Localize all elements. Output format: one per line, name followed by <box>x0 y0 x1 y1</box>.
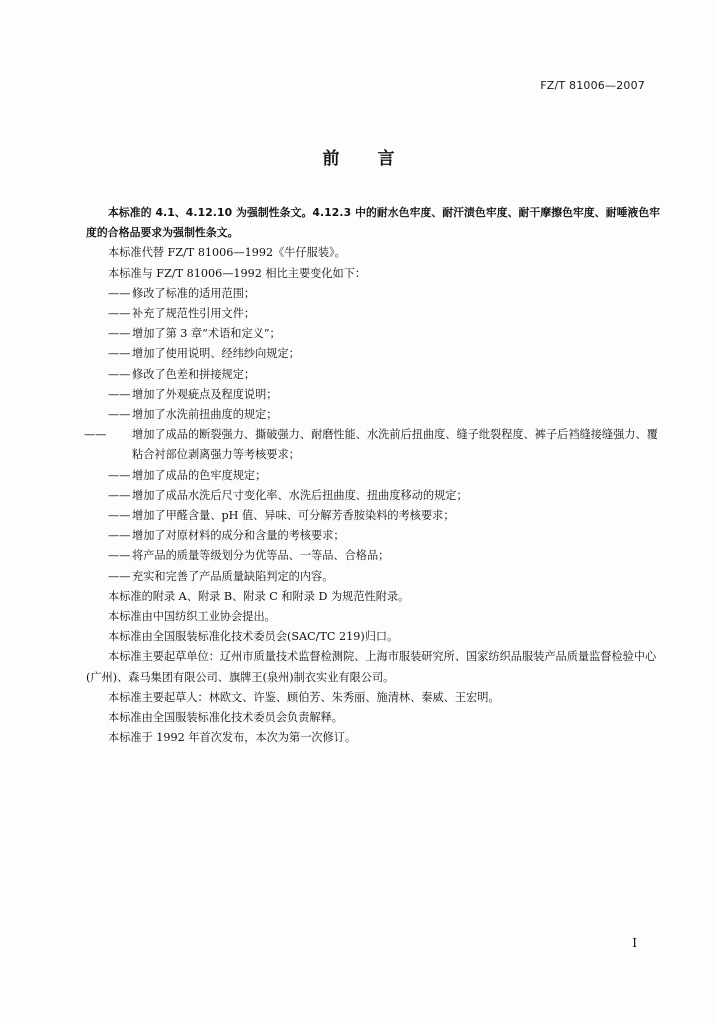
replaces-paragraph: 本标准代替 FZ/T 81006—1992《牛仔服装》。 <box>108 246 346 260</box>
list-item <box>86 365 661 385</box>
document-body <box>86 203 661 748</box>
list-item <box>86 405 661 425</box>
drafters-paragraph: 本标准主要起草人：林欧文、许鉴、顾伯芳、朱秀丽、施清林、秦威、王宏明。 <box>108 690 500 704</box>
dash-marker: —— <box>108 327 131 341</box>
list-item-text: 增加了成品水洗后尺寸变化率、水洗后扭曲度、扭曲度移动的规定； <box>132 488 468 502</box>
dash-marker: —— <box>108 367 131 381</box>
dash-marker: —— <box>108 347 131 361</box>
list-item <box>86 284 661 304</box>
dash-marker: —— <box>108 549 131 563</box>
list-item <box>86 486 661 506</box>
dash-marker: —— <box>108 468 131 482</box>
dash-marker: —— <box>108 387 131 401</box>
list-item <box>86 304 661 324</box>
list-item <box>86 567 661 587</box>
dash-marker: —— <box>108 286 131 300</box>
dash-marker: —— <box>108 307 131 321</box>
list-item-text: 增加了甲醛含量、pH 值、异味、可分解芳香胺染料的考核要求； <box>132 509 455 523</box>
dash-marker: —— <box>108 529 131 543</box>
dash-marker: —— <box>108 408 131 422</box>
list-item <box>86 425 661 465</box>
dash-marker: —— <box>84 428 107 442</box>
list-item-text: 修改了标准的适用范围； <box>132 286 256 300</box>
drafting-units-paragraph: 本标准主要起草单位：辽州市质量技术监督检测院、上海市服装研究所、国家纺织品服装产品质量监督检验中心(广州)、森马集团有限公司、旗牌王(泉州)制衣实业有限公司。 <box>86 650 657 684</box>
interpretation-paragraph: 本标准由全国服装标准化技术委员会负责解释。 <box>108 711 343 725</box>
standard-number: FZ/T 81006—2007 <box>540 79 645 92</box>
list-item-text: 增加了使用说明、经纬纱向规定； <box>132 347 300 361</box>
list-item <box>86 526 661 546</box>
changes-intro-paragraph: 本标准与 FZ/T 81006—1992 相比主要变化如下： <box>108 266 367 280</box>
list-item-text: 增加了第 3 章“术语和定义”； <box>132 327 281 341</box>
committee-paragraph: 本标准由全国服装标准化技术委员会(SAC/TC 219)归口。 <box>108 630 399 644</box>
history-paragraph: 本标准于 1992 年首次发布，本次为第一次修订。 <box>108 731 357 745</box>
page-number: I <box>632 936 637 950</box>
page-title: 前言 <box>322 149 433 169</box>
annex-paragraph: 本标准的附录 A、附录 B、附录 C 和附录 D 为规范性附录。 <box>108 589 410 603</box>
proposer-paragraph: 本标准由中国纺织工业协会提出。 <box>108 610 276 624</box>
list-item-text: 将产品的质量等级划分为优等品、一等品、合格品； <box>132 549 390 563</box>
list-item-text: 增加了外观疵点及程度说明； <box>132 387 278 401</box>
list-item-text: 增加了成品的断裂强力、撕破强力、耐磨性能、水洗前后扭曲度、缝子纰裂程度、裤子后裆缝接缝强力、覆粘合衬部位剥离强力等考核要求； <box>132 428 658 462</box>
dash-marker: —— <box>108 569 131 583</box>
list-item-text: 增加了对原材料的成分和含量的考核要求； <box>132 529 345 543</box>
dash-marker: —— <box>108 488 131 502</box>
dash-marker: —— <box>108 509 131 523</box>
list-item <box>86 466 661 486</box>
list-item-text: 增加了水洗前扭曲度的规定； <box>132 408 278 422</box>
list-item-text: 充实和完善了产品质量缺陷判定的内容。 <box>132 569 334 583</box>
list-item-text: 修改了色差和拼接规定； <box>132 367 256 381</box>
list-item <box>86 324 661 344</box>
list-item <box>86 344 661 364</box>
changes-list <box>86 284 661 587</box>
list-item-text: 增加了成品的色牢度规定； <box>132 468 267 482</box>
list-item <box>86 385 661 405</box>
list-item-text: 补充了规范性引用文件； <box>132 307 256 321</box>
list-item <box>86 546 661 566</box>
list-item <box>86 506 661 526</box>
mandatory-clause-paragraph: 本标准的 4.1、4.12.10 为强制性条文。4.12.3 中的耐水色牢度、耐汗渍色牢度、耐干摩擦色牢度、耐唾液色牢度的合格品要求为强制性条文。 <box>86 206 661 240</box>
